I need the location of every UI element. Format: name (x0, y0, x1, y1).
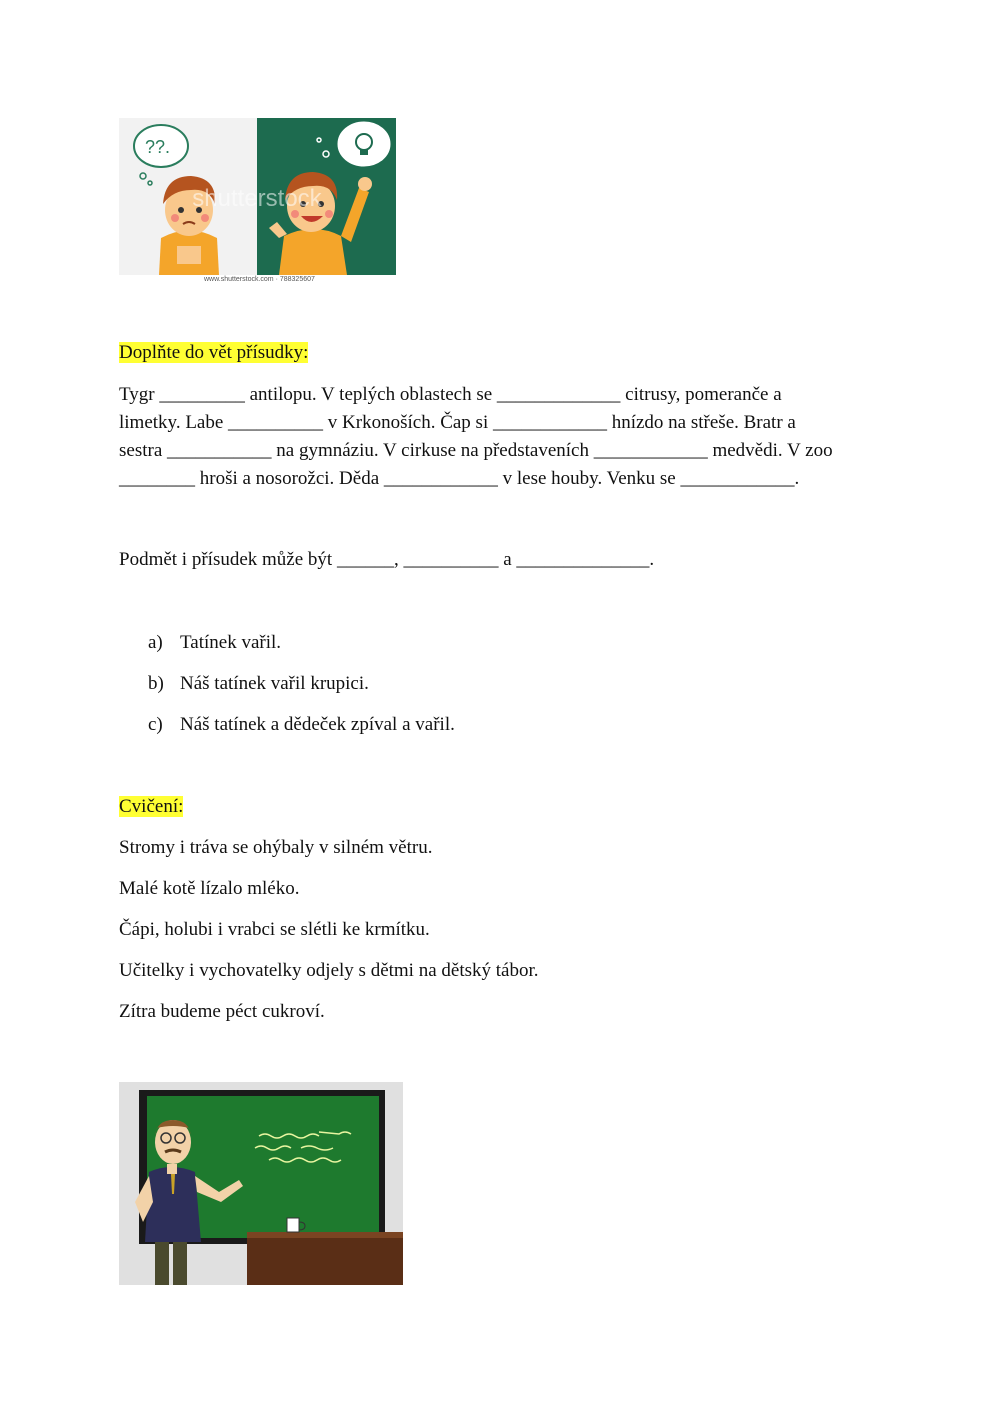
exercise-sentence: Zítra budeme péct cukroví. (119, 1001, 325, 1022)
list-text: Tatínek vařil. (180, 632, 282, 653)
list-item (148, 673, 369, 695)
paragraph-line: ________ hroši a nosorožci. Děda ____________ v lese houby. Venku se ____________. (119, 468, 800, 489)
list-marker: c) (148, 714, 163, 735)
list-item (148, 632, 281, 654)
svg-text:??.: ??. (145, 137, 171, 157)
section1-heading-text: Doplňte do vět přísudky: (119, 342, 309, 363)
section2-heading-text: Cvičení: (119, 796, 184, 817)
list-marker: b) (148, 673, 164, 694)
exercise-sentence: Stromy i tráva se ohýbaly v silném větru. (119, 837, 433, 858)
teacher-illustration (119, 1082, 403, 1285)
paragraph-line: Tygr _________ antilopu. V teplých oblastech se _____________ citrusy, pomeranče a (119, 384, 782, 405)
fill-in-paragraph (119, 381, 889, 493)
exercise-sentence: Učitelky i vychovatelky odjely s dětmi na dětský tábor. (119, 960, 539, 981)
section2-heading (119, 796, 183, 818)
exercise-sentence: Malé kotě lízalo mléko. (119, 878, 300, 899)
list-text: Náš tatínek vařil krupici. (180, 673, 369, 694)
paragraph-line: limetky. Labe __________ v Krkonoších. Čap si ____________ hnízdo na střeše. Bratr a (119, 412, 796, 433)
watermark-text: shutterstock (192, 185, 322, 212)
list-item (148, 714, 455, 736)
paragraph-line: sestra ___________ na gymnáziu. V cirkuse na představeních ____________ medvědi. V zoo (119, 440, 833, 461)
top-illustration (119, 118, 396, 275)
boys-thinking-image (119, 118, 396, 275)
teacher-chalkboard-image (119, 1082, 403, 1285)
desk (247, 1234, 403, 1285)
list-marker: a) (148, 632, 163, 653)
list-text: Náš tatínek a dědeček zpíval a vařil. (180, 714, 455, 735)
image-credit: www.shutterstock.com · 788325607 (204, 276, 315, 283)
exercise-sentence: Čápi, holubi i vrabci se slétli ke krmítku. (119, 919, 430, 940)
statement-line: Podmět i přísudek může být ______, __________ a ______________. (119, 549, 655, 570)
section1-heading (119, 342, 308, 364)
